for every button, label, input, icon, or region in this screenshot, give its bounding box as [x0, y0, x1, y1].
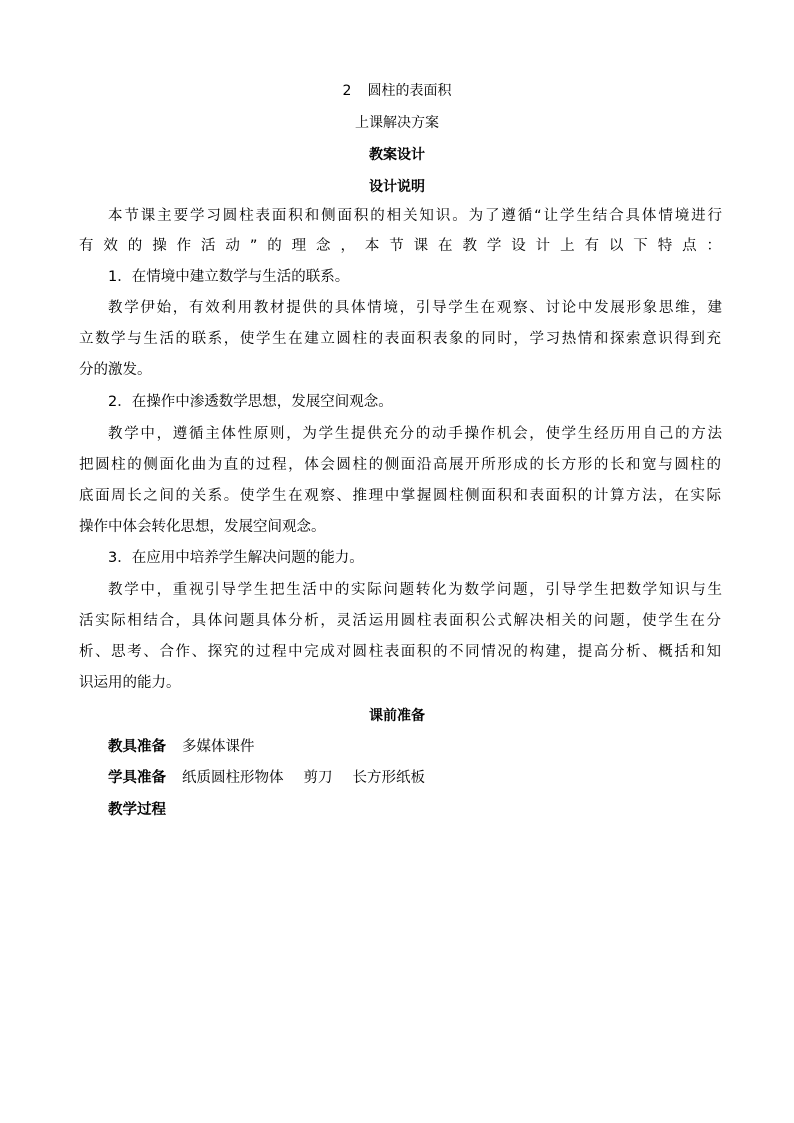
point-3-line-2: 活实际相结合，具体问题具体分析，灵活运用圆柱表面积公式解决相关的问题，使学生在分	[79, 613, 721, 629]
subtitle: 上课解决方案	[355, 115, 439, 131]
section-number: 2	[342, 83, 352, 99]
student-prep-item-1: 纸质圆柱形物体	[182, 770, 284, 786]
point-3-line-3: 析、思考、合作、探究的过程中完成对圆柱表面积的不同情况的构建，提高分析、概括和知	[79, 644, 721, 660]
design-heading: 设计说明	[369, 179, 425, 195]
section-title-text: 圆柱的表面积	[367, 83, 452, 99]
point-1-line-2: 立数学与生活的联系，使学生在建立圆柱的表面积表象的同时，学习热情和探索意识得到充	[79, 331, 721, 347]
student-prep-item-2: 剪刀	[303, 770, 333, 786]
teacher-prep-label: 教具准备	[108, 739, 166, 755]
plan-heading: 教案设计	[369, 147, 425, 163]
point-2-title: 2．在操作中渗透数学思想，发展空间观念。	[108, 394, 393, 410]
point-3-title: 3．在应用中培养学生解决问题的能力。	[108, 550, 364, 566]
point-2-line-1: 教学中，遵循主体性原则，为学生提供充分的动手操作机会，使学生经历用自己的方法	[108, 426, 722, 442]
point-1-title: 1．在情境中建立数学与生活的联系。	[108, 269, 350, 285]
teacher-prep-row	[108, 737, 255, 757]
point-3-line-4: 识运用的能力。	[79, 675, 181, 691]
student-prep-item-3: 长方形纸板	[352, 770, 425, 786]
point-1-line-1: 教学伊始，有效利用教材提供的具体情境，引导学生在观察、讨论中发展形象思维，建	[108, 300, 722, 316]
process-label: 教学过程	[108, 802, 166, 818]
intro-line-2: 有效的操作活动”的理念，本节课在教学设计上有以下特点：	[79, 238, 721, 254]
preparation-heading: 课前准备	[369, 708, 425, 724]
point-3-line-1: 教学中，重视引导学生把生活中的实际问题转化为数学问题，引导学生把数学知识与生	[108, 582, 722, 598]
intro-line-1: 本节课主要学习圆柱表面积和侧面积的相关知识。为了遵循“让学生结合具体情境进行	[108, 208, 722, 224]
point-1-line-3: 分的激发。	[79, 362, 152, 378]
point-2-line-2: 把圆柱的侧面化曲为直的过程，体会圆柱的侧面沿高展开所形成的长方形的长和宽与圆柱的	[79, 457, 721, 473]
point-2-line-4: 操作中体会转化思想，发展空间观念。	[79, 519, 326, 535]
process-row	[108, 800, 166, 820]
student-prep-label: 学具准备	[108, 770, 166, 786]
teacher-prep-items: 多媒体课件	[182, 739, 255, 755]
section-title	[0, 81, 794, 101]
point-2-line-3: 底面周长之间的关系。使学生在观察、推理中掌握圆柱侧面积和表面积的计算方法，在实际	[79, 488, 721, 504]
student-prep-row	[108, 768, 425, 788]
